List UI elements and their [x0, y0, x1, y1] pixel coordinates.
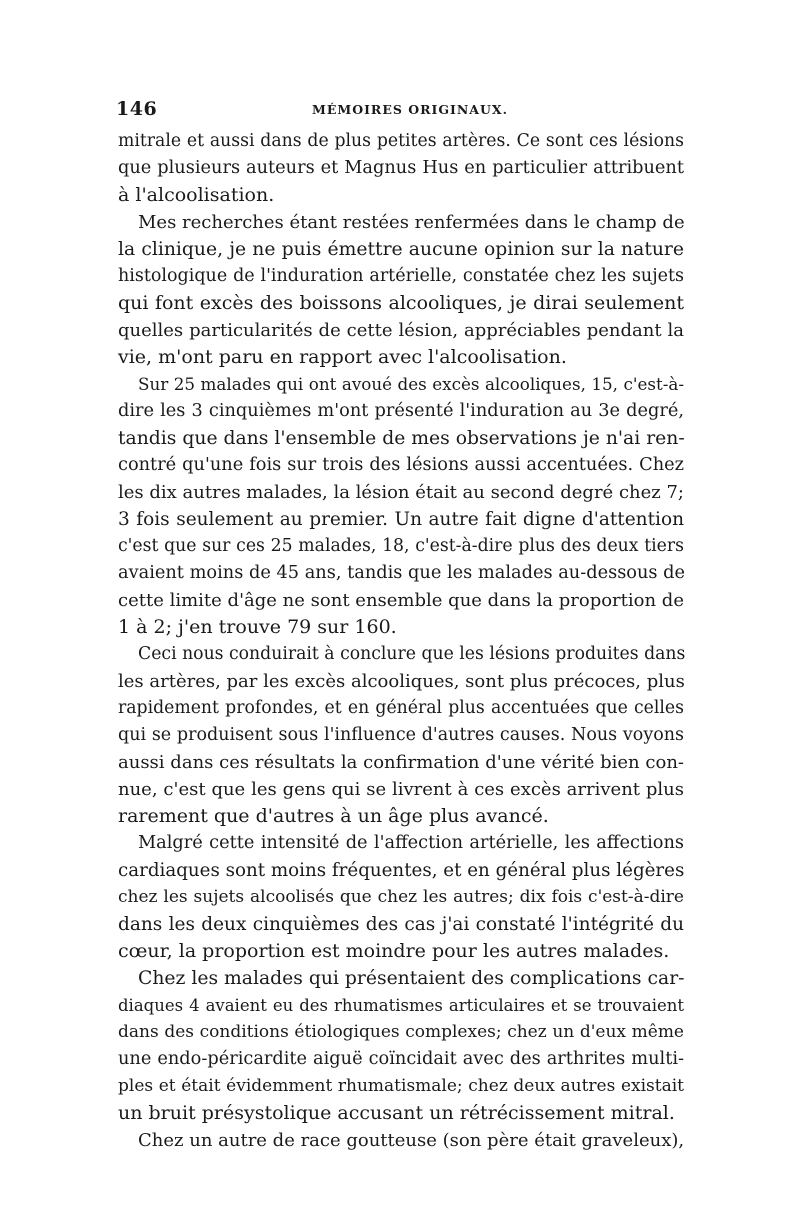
text-line: quelles particularités de cette lésion, appréciables pendant la [118, 320, 684, 341]
text-line: la clinique, je ne puis émettre aucune opinion sur la nature [118, 239, 684, 260]
text-line: Chez les malades qui présentaient des complications car- [138, 968, 685, 989]
text-line: qui font excès des boissons alcooliques, je dirai seulement [118, 292, 684, 314]
text-line: les artères, par les excès alcooliques, sont plus précoces, plus [118, 671, 685, 692]
text-line: contré qu'une fois sur trois des lésions aussi accentuées. Chez [118, 455, 684, 475]
text-line: les dix autres malades, la lésion était au second degré chez 7; [118, 482, 684, 503]
text-line: c'est que sur ces 25 malades, 18, c'est-à-dire plus des deux tiers [118, 536, 684, 556]
running-title: MÉMOIRES ORIGINAUX. [312, 102, 508, 117]
text-line: nue, c'est que les gens qui se livrent à ces excès arrivent plus [118, 779, 684, 800]
text-line: avaient moins de 45 ans, tandis que les malades au-dessous de [118, 563, 686, 583]
text-line: chez les sujets alcoolisés que chez les autres; dix fois c'est-à-dire [118, 887, 684, 907]
text-line: une endo-péricardite aiguë coïncidait avec des arthrites multi- [118, 1049, 684, 1069]
text-line: dans des conditions étiologiques complexes; chez un d'eux même [118, 1022, 684, 1042]
text-line: qui se produisent sous l'influence d'autres causes. Nous voyons [118, 725, 684, 745]
text-line: vie, m'ont paru en rapport avec l'alcoolisation. [118, 346, 567, 368]
text-line: ples et était évidemment rhumatismale; chez deux autres existait [118, 1076, 684, 1096]
text-line: tandis que dans l'ensemble de mes observations je n'ai ren- [118, 428, 685, 449]
text-line: à l'alcoolisation. [118, 184, 275, 206]
text-line: cette limite d'âge ne sont ensemble que dans la proportion de [118, 590, 684, 611]
text-line: Ceci nous conduirait à conclure que les lésions produites dans [138, 644, 686, 664]
text-line: dans les deux cinquièmes des cas j'ai constaté l'intégrité du [118, 914, 684, 935]
text-line: mitrale et aussi dans de plus petites artères. Ce sont ces lésions [118, 131, 684, 151]
text-line: diaques 4 avaient eu des rhumatismes articulaires et se trouvaient [118, 996, 684, 1015]
body-text [118, 128, 684, 1154]
text-line: que plusieurs auteurs et Magnus Hus en particulier attribuent [118, 158, 684, 178]
text-line: cœur, la proportion est moindre pour les autres malades. [118, 940, 670, 962]
text-line: Mes recherches étant restées renfermées dans le champ de [138, 212, 685, 233]
text-line: histologique de l'induration artérielle, constatée chez les sujets [118, 266, 684, 286]
text-line: 1 à 2; j'en trouve 79 sur 160. [118, 616, 397, 638]
text-line: 3 fois seulement au premier. Un autre fait digne d'attention [118, 509, 684, 530]
text-line: Chez un autre de race goutteuse (son père était graveleux), [138, 1130, 685, 1151]
text-line: Sur 25 malades qui ont avoué des excès alcooliques, 15, c'est-à- [138, 374, 684, 394]
text-line: rapidement profondes, et en général plus accentuées que celles [118, 698, 684, 718]
running-head [116, 98, 686, 124]
text-line: cardiaques sont moins fréquentes, et en général plus légères [118, 860, 685, 881]
text-line: aussi dans ces résultats la confirmation d'une vérité bien con- [118, 752, 684, 773]
text-line: dire les 3 cinquièmes m'ont présenté l'induration au 3e degré, [118, 401, 684, 421]
text-line: Malgré cette intensité de l'affection artérielle, les affections [138, 833, 684, 853]
text-line: un bruit présystolique accusant un rétrécissement mitral. [118, 1102, 675, 1124]
text-line: rarement que d'autres à un âge plus avancé. [118, 805, 549, 827]
page-number: 146 [116, 98, 158, 120]
